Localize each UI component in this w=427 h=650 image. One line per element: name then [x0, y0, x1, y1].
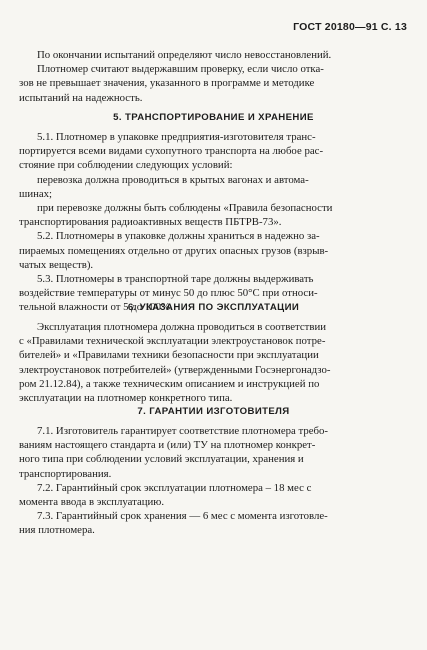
text-line: Плотномер считают выдержавшим проверку, если число отка-	[37, 63, 324, 76]
text-line: ного типа при соблюдении условий эксплуатации, хранения и	[19, 453, 304, 466]
text-line: 5.1. Плотномер в упаковке предприятия-изготовителя транс-	[37, 131, 316, 143]
text-line: ния плотномера.	[19, 524, 95, 537]
text-line: шинах;	[19, 187, 53, 200]
text-line: По окончании испытаний определяют число невосстановлений.	[37, 49, 332, 61]
text-line: электроустановок потребителей» (утвержденными Госэнергонадзо-	[19, 363, 331, 376]
text-line: при перевозке должны быть соблюдены «Правила безопасности	[37, 202, 333, 215]
text-line: перевозка должна проводиться в крытых вагонах и автома-	[37, 173, 309, 186]
page-header: ГОСТ 20180—91 С. 13	[293, 21, 407, 33]
text-line: транспортирования.	[19, 467, 112, 480]
intro-paragraph	[19, 48, 411, 105]
text-line: момента ввода в эксплуатацию.	[19, 496, 165, 509]
text-line: портируется всеми видами сухопутного транспорта на любое рас-	[19, 145, 324, 158]
section-7-title: 7. ГАРАНТИИ ИЗГОТОВИТЕЛЯ	[137, 406, 290, 417]
text-line: 7.1. Изготовитель гарантирует соответствие плотномера требо-	[37, 425, 329, 437]
text-line: тельной влажности от 5 до 100%.	[19, 301, 173, 314]
text-line: 7.3. Гарантийный срок хранения — 6 мес с момента изготовле-	[37, 510, 328, 523]
text-line: эксплуатации на плотномер конкретного типа.	[19, 392, 233, 405]
text-line: 5.3. Плотномеры в транспортной таре должны выдерживать	[37, 273, 314, 286]
text-line: 5.2. Плотномеры в упаковке должны храниться в надежно за-	[37, 230, 320, 243]
text-line: с «Правилами технической эксплуатации электроустановок потре-	[19, 335, 326, 348]
text-line: транспортирования радиоактивных веществ ПБТРВ-73».	[19, 216, 282, 229]
section-5-title: 5. ТРАНСПОРТИРОВАНИЕ И ХРАНЕНИЕ	[113, 112, 314, 123]
text-line: бителей» и «Правилами техники безопасности при эксплуатации	[19, 349, 319, 362]
text-line: зов не превышает значения, указанного в программе и методике	[19, 77, 315, 90]
text-line: Эксплуатация плотномера должна проводиться в соответствии	[37, 321, 327, 333]
text-line: чатых веществ).	[19, 258, 94, 271]
text-line: ваниям настоящего стандарта и (или) ТУ на плотномер конкрет-	[19, 439, 316, 452]
text-line: испытаний на надежность.	[19, 91, 143, 104]
section-6-body	[19, 320, 411, 405]
text-line: стояние при соблюдении следующих условий:	[19, 159, 233, 172]
section-5-body	[19, 130, 411, 315]
text-line: воздействие температуры от минус 50 до плюс 50°С при относи-	[19, 287, 318, 300]
section-7-body	[19, 424, 411, 538]
text-line: пираемых помещениях отдельно от других опасных грузов (взрыв-	[19, 244, 329, 257]
text-line: ром 21.12.84), а также техническим описанием и инструкцией по	[19, 377, 320, 390]
text-line: 7.2. Гарантийный срок эксплуатации плотномера – 18 мес с	[37, 481, 312, 494]
section-6-title: 6. УКАЗАНИЯ ПО ЭКСПЛУАТАЦИИ	[127, 302, 300, 313]
